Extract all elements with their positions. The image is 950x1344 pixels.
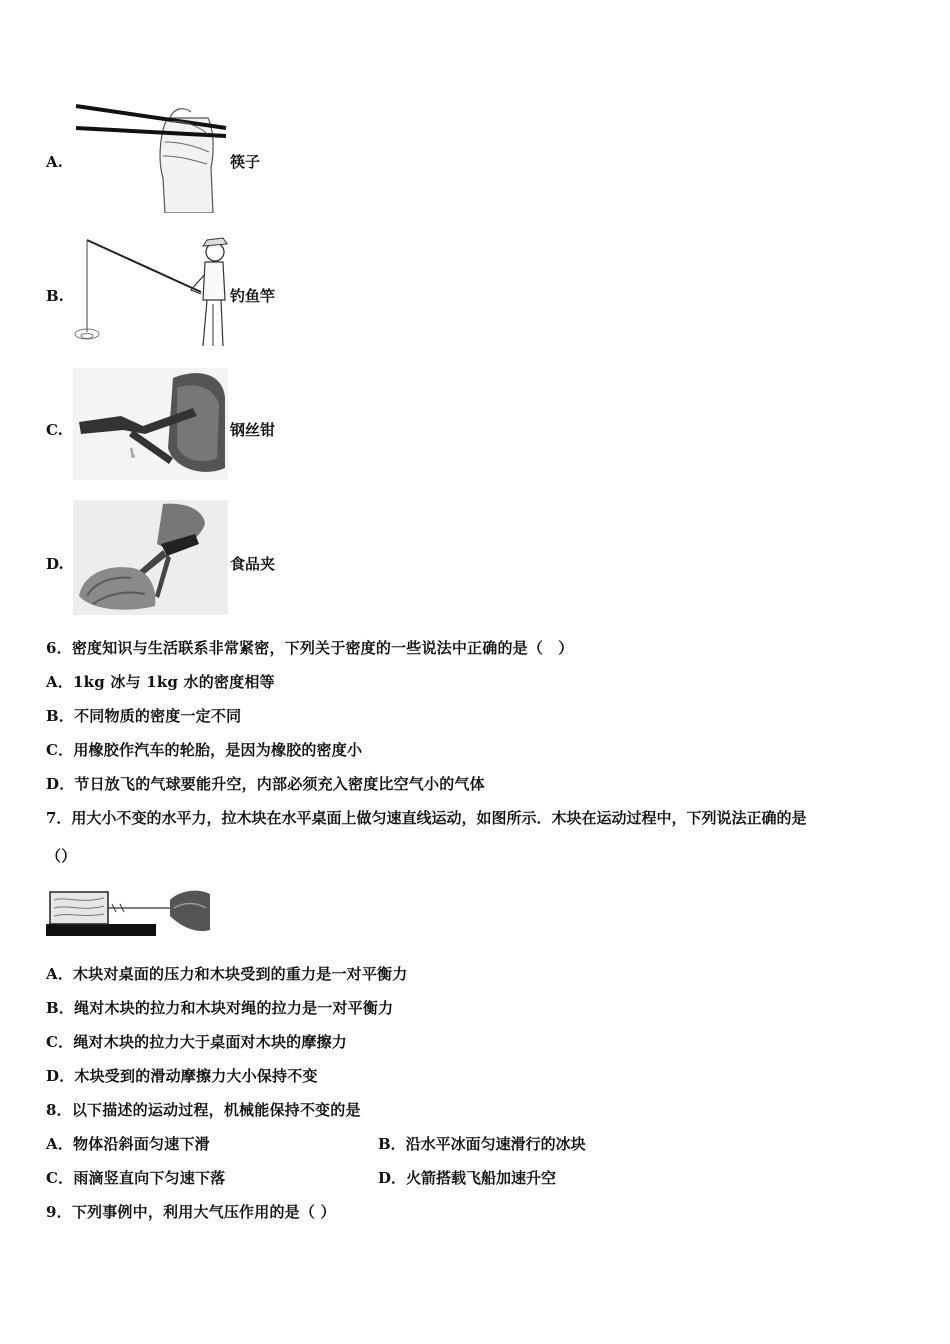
q5-option-d[interactable] [0, 500, 950, 620]
q6-option-d[interactable]: D．节日放飞的气球要能升空，内部必须充入密度比空气小的气体 [46, 775, 485, 793]
q5-option-b[interactable] [0, 232, 950, 352]
question-7-stem: 7．用大小不变的水平力，拉木块在水平桌面上做匀速直线运动，如图所示．木块在运动过程中，下列说法正确的是 [46, 809, 807, 827]
q7-option-c[interactable]: C．绳对木块的拉力大于桌面对木块的摩擦力 [46, 1033, 347, 1051]
q7-option-b[interactable]: B．绳对木块的拉力和木块对绳的拉力是一对平衡力 [46, 999, 394, 1017]
option-text: 筷子 [230, 153, 261, 171]
option-text: 钓鱼竿 [230, 287, 276, 305]
q6-option-b[interactable]: B．不同物质的密度一定不同 [46, 707, 242, 725]
option-letter: C. [46, 421, 63, 439]
wooden-block-pulled-by-hand-image [46, 886, 216, 938]
option-text: 食品夹 [230, 555, 276, 573]
q6-option-c[interactable]: C．用橡胶作汽车的轮胎，是因为橡胶的密度小 [46, 741, 363, 759]
wire-pliers-image [73, 368, 228, 480]
fishing-rod-image [73, 234, 228, 349]
option-letter: A. [46, 153, 63, 171]
q8-option-b[interactable]: B．沿水平冰面匀速滑行的冰块 [378, 1135, 586, 1153]
question-6-stem: 6．密度知识与生活联系非常紧密，下列关于密度的一些说法中正确的是（ ） [46, 639, 574, 657]
option-text: 钢丝钳 [230, 421, 276, 439]
chopsticks-in-hand-image [73, 98, 228, 213]
food-tongs-image [73, 500, 228, 615]
q8-option-a[interactable]: A．物体沿斜面匀速下滑 [46, 1135, 210, 1153]
question-8-stem: 8．以下描述的运动过程，机械能保持不变的是 [46, 1101, 361, 1119]
q5-option-c[interactable] [0, 366, 950, 486]
q8-option-d[interactable]: D．火箭搭载飞船加速升空 [378, 1169, 557, 1187]
question-7-stem-cont: （） [46, 847, 77, 865]
question-9-stem: 9．下列事例中，利用大气压作用的是（ ） [46, 1203, 336, 1221]
q5-option-a[interactable] [0, 98, 950, 218]
option-letter: D. [46, 555, 64, 573]
q8-option-c[interactable]: C．雨滴竖直向下匀速下落 [46, 1169, 226, 1187]
q7-option-d[interactable]: D．木块受到的滑动摩擦力大小保持不变 [46, 1067, 318, 1085]
option-letter: B. [46, 287, 64, 305]
q6-option-a[interactable]: A．1kg 冰与 1kg 水的密度相等 [46, 673, 275, 691]
q7-option-a[interactable]: A．木块对桌面的压力和木块受到的重力是一对平衡力 [46, 965, 408, 983]
